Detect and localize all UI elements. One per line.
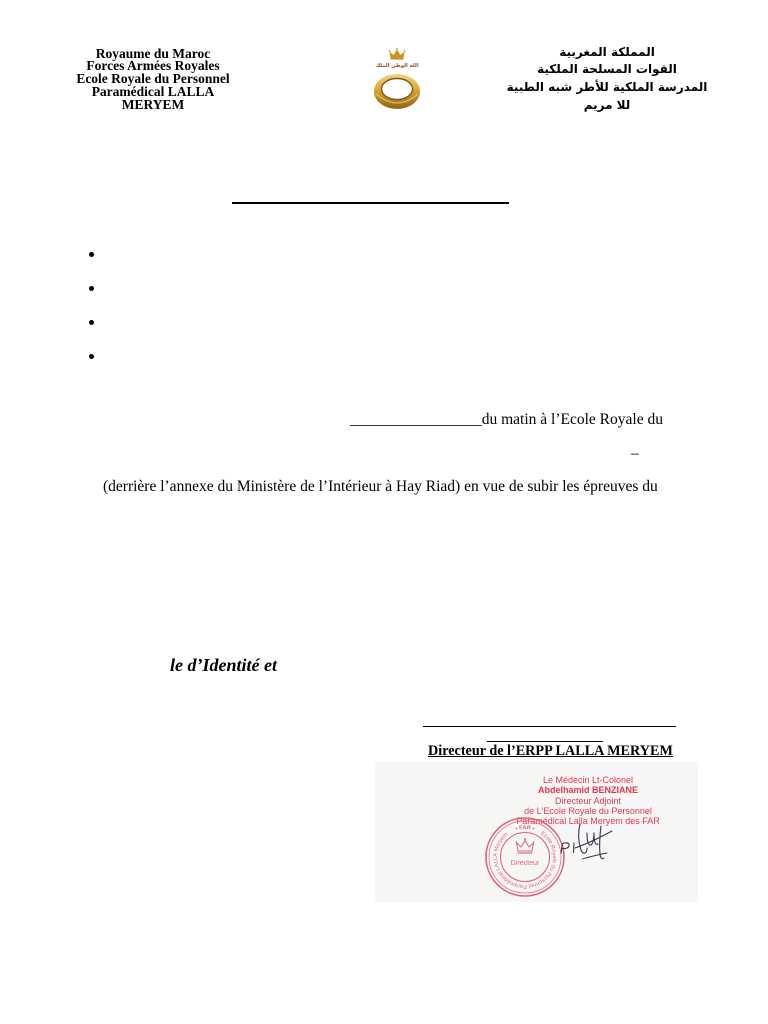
signatory-title: Directeur de l’ERPP LALLA MERYEM (428, 743, 673, 759)
header-left-line: Ecole Royale du Personnel (76, 71, 230, 87)
stamp-line-rank: Le Médecin Lt-Colonel (542, 774, 634, 785)
seal-center-text: Directeur (510, 860, 540, 867)
body-line-dash: – (631, 444, 639, 462)
royal-emblem-logo (361, 47, 433, 113)
header-right-institution-arabic (477, 44, 737, 115)
stamp-line-function: Directeur Adjoint (554, 795, 622, 806)
body-line-location: (derrière l’annexe du Ministère de l’Intérieur à Hay Riad) en vue de subir les épreuves du (103, 478, 658, 496)
blank-fill-line: _________________ (350, 411, 482, 429)
header-right-line: القوات المسلحة الملكية (537, 62, 677, 77)
header-right-line: المدرسة الملكية للأطر شبه الطبية (506, 80, 708, 94)
handwritten-signature (561, 824, 612, 859)
stamp-line-name: Abdelhamid BENZIANE (537, 785, 638, 796)
body-line-convocation-time (350, 403, 663, 437)
logo-motto: الله الوطن الملك (375, 63, 419, 69)
crown-icon (516, 838, 535, 853)
header-left-institution (53, 45, 253, 112)
stamp-line-school: de L'Ecole Royale du Personnel (524, 806, 652, 817)
signature-rule-top (423, 726, 676, 727)
header-right-line: المملكة المغربية (559, 44, 655, 59)
header-right-line: للا مريم (583, 97, 631, 112)
header-left-line: Paramédical LALLA (91, 83, 215, 99)
crown-icon (389, 48, 406, 60)
signature-stamp-image (375, 762, 698, 902)
bullet-list-item (86, 271, 98, 305)
header-left-line: MERYEM (121, 96, 185, 112)
bullet-list-item (86, 340, 98, 374)
seal-top-text: • FAR • (514, 825, 536, 833)
gold-ring-icon (374, 74, 420, 109)
seal-ring-text: Ecole Royale du Personnel Paramédical LALLA Meryem (492, 830, 558, 890)
documents-note: le d’Identité et (170, 655, 277, 675)
stamp-artwork (375, 762, 698, 902)
bullet-list (86, 237, 98, 374)
header-left-line: Royaume du Maroc (95, 45, 211, 61)
bullet-list-item (86, 305, 98, 339)
official-seal (486, 818, 564, 896)
title-underline-rule (232, 202, 509, 204)
body-line-text: du matin à l’Ecole Royale du (481, 411, 663, 429)
bullet-list-item (86, 237, 98, 271)
header-left-line: Forces Armées Royales (86, 58, 220, 74)
stamp-line-school-cont: Paramédical Lalla Meryem des FAR (516, 816, 660, 827)
